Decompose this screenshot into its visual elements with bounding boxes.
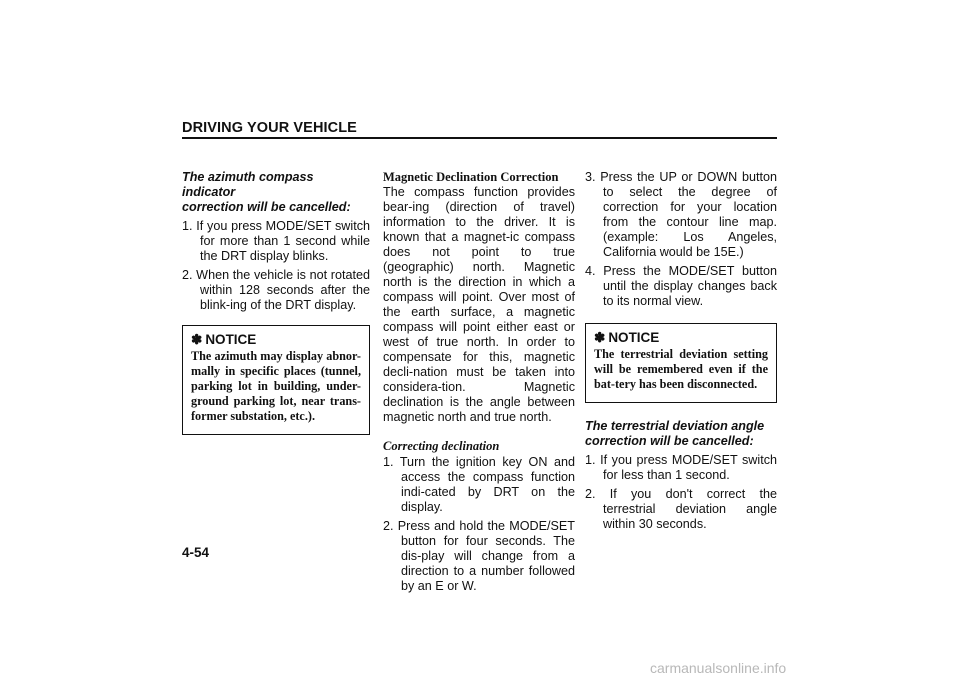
column-2 <box>383 170 575 598</box>
list-item: 3. Press the UP or DOWN button to select the degree of correction for your location from the contour line map. (example: Los Angeles, California would be 15E.) <box>585 170 777 259</box>
magnetic-declination-paragraph: The compass function provides bear-ing (direction of travel) information to the driver. It is known that a magnet-ic compass does not point to true (geographic) north. Magnetic north is the direction in which a compass will point. Over most of the earth surface, a magnetic compass will point either east or west of true north. In order to compensate for this, magnetic decli-nation must be taken into considera-tion. Magnetic declination is the angle between magnetic north and true north. <box>383 185 575 424</box>
list-item: 1. If you press MODE/SET switch for less than 1 second. <box>585 453 777 482</box>
terrestrial-cancel-list <box>585 453 777 532</box>
list-item: 1. Turn the ignition key ON and access the compass function indi-cated by DRT on the display. <box>383 455 575 514</box>
correction-steps-list <box>585 170 777 309</box>
correcting-declination-list <box>383 455 575 594</box>
notice-title: NOTICE <box>205 332 257 347</box>
terrestrial-cancel-heading: The terrestrial deviation angle correction will be cancelled: <box>585 419 765 448</box>
notice-body: The terrestrial deviation setting will be remembered even if the bat-tery has been disconnected. <box>594 347 768 391</box>
list-item: 2. If you don't correct the terrestrial deviation angle within 30 seconds. <box>585 487 777 531</box>
notice-star-icon: ✽ <box>594 330 606 345</box>
azimuth-cancel-list <box>182 219 370 313</box>
notice-star-icon: ✽ <box>191 332 203 347</box>
notice-title: NOTICE <box>608 330 660 345</box>
watermark: carmanualsonline.info <box>650 660 787 676</box>
section-header: DRIVING YOUR VEHICLE <box>182 120 357 136</box>
azimuth-cancel-heading: The azimuth compass indicator correction will be cancelled: <box>182 170 351 214</box>
header-rule <box>182 137 777 139</box>
notice-box <box>585 323 777 403</box>
notice-box <box>182 325 370 435</box>
list-item: 2. When the vehicle is not rotated within 128 seconds after the blink-ing of the DRT display. <box>182 268 370 312</box>
column-3 <box>585 170 777 536</box>
notice-body: The azimuth may display abnor-mally in specific places (tunnel, parking lot in building, under-ground parking lot, near trans-former substation, etc.). <box>191 349 361 423</box>
correcting-declination-heading: Correcting declination <box>383 439 500 453</box>
magnetic-declination-heading: Magnetic Declination Correction <box>383 170 559 184</box>
page-number: 4-54 <box>182 545 210 560</box>
list-item: 4. Press the MODE/SET button until the display changes back to its normal view. <box>585 264 777 308</box>
list-item: 1. If you press MODE/SET switch for more than 1 second while the DRT display blinks. <box>182 219 370 263</box>
list-item: 2. Press and hold the MODE/SET button for four seconds. The dis-play will change from a direction to a number followed by an E or W. <box>383 519 575 593</box>
column-1 <box>182 170 370 435</box>
